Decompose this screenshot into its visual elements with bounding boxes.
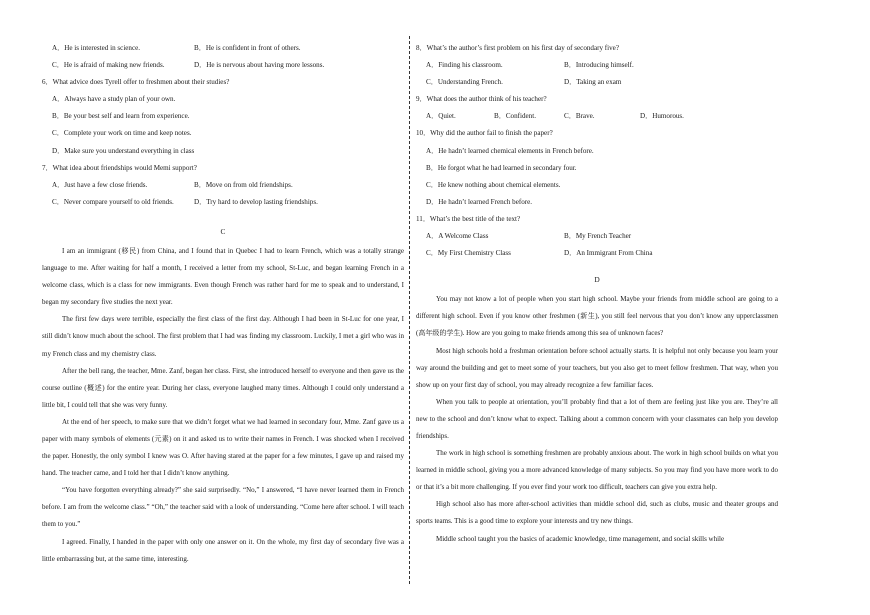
right-column [416, 40, 778, 548]
question-10-option-a: A．He hadn’t learned chemical elements in French before. [426, 146, 594, 155]
question-8-options-row-1 [416, 57, 778, 74]
option-d: D．He is nervous about having more lessons. [194, 61, 325, 70]
question-6-stem: 6．What advice does Tyrell offer to freshmen about their studies? [42, 78, 230, 87]
passage-c-paragraph-1: I am an immigrant (移民) from China, and I found that in Quebec I had to learn French, which was a totally strange language to me. After waiting for half a month, I received a letter from my school, St-Luc, and began learning French in a welcome class, which is a class for new immigrants. Even though French was rather hard for me to speak and to understand, I began my secondary five studies the next year. [42, 246, 404, 307]
option-d: D．An Immigrant From China [564, 249, 653, 258]
passage-c-title: C [220, 226, 226, 236]
question-6-option-b: B．Be your best self and learn from experience. [52, 112, 190, 121]
question-8-stem: 8．What’s the author’s first problem on his first day of secondary five? [416, 44, 619, 52]
passage-d-body [416, 291, 778, 547]
option-a: A．A Welcome Class [426, 232, 489, 241]
question-11-options-row-2 [416, 245, 778, 262]
option-c: C．My First Chemistry Class [426, 249, 511, 258]
passage-d-paragraph-4: The work in high school is something freshmen are probably anxious about. The work in high school builds on what you learned in middle school, giving you a more advanced knowledge of many subjects. So you may find you have more work to do or that it’s a bit more challenging. If you ever find your work too difficult, teachers can give you extra help. [416, 449, 778, 492]
option-a: A．Just have a few close friends. [52, 180, 148, 189]
question-6-option-a: A．Always have a study plan of your own. [52, 95, 176, 104]
passage-c-paragraph-2: The first few days were terrible, especially the first class of the first day. Although I had been in St-Luc for one year, I still didn’t know much about the school. The first problem that I had was finding my classroom. Luckily, I met a girl who was in my French class and my chemistry class. [42, 315, 404, 358]
question-7-options-row-1 [42, 177, 404, 194]
passage-d-title: D [594, 275, 600, 285]
passage-c-paragraph-4: At the end of her speech, to make sure that we didn’t forget what we had learned in secondary four, Mme. Zanf gave us a paper with many symbols of elements (元素) on it and asked us to write their names in French. I was shocked when I received the paper. Honestly, the only symbol I knew was O. After having stared at the paper for a few minutes, I gave up and raised my hand. The teacher came, and I told her that I didn’t know anything. [42, 417, 404, 478]
option-b: B．He is confident in front of others. [194, 44, 301, 52]
option-d: D．Taking an exam [564, 78, 622, 87]
option-a: A．He is interested in science. [52, 44, 141, 52]
left-column [42, 40, 404, 568]
passage-d-paragraph-5: High school also has more after-school activities than middle school did, such as clubs, music and theater groups and sports teams. This is a good time to explore your interests and try new things. [416, 500, 778, 526]
option-d: D．Try hard to develop lasting friendships. [194, 197, 318, 206]
passage-c-body [42, 243, 404, 568]
option-c: C．Brave. [564, 112, 595, 121]
option-c: C．Never compare yourself to old friends. [52, 197, 174, 206]
question-11-options-row-1 [416, 228, 778, 245]
question-10-option-d: D．He hadn’t learned French before. [426, 197, 533, 206]
option-a: A．Quiet. [426, 112, 456, 121]
option-c: C．Understanding French. [426, 78, 503, 87]
question-7-options-row-2 [42, 194, 404, 211]
question-10-option-b: B．He forgot what he had learned in secondary four. [426, 163, 577, 172]
passage-d-paragraph-3: When you talk to people at orientation, you’ll probably find that a lot of them are feeling just like you are. They’re all new to the school and don’t know what to expect. Talking about a common concern with your classmates can help you develop friendships. [416, 397, 778, 440]
question-5-options-row-1 [42, 40, 404, 57]
question-9-options [416, 108, 778, 125]
passage-c-paragraph-6: I agreed. Finally, I handed in the paper with only one answer on it. On the whole, my first day of secondary five was a little embarrassing but, at the same time, interesting. [42, 537, 404, 563]
option-d: D．Humorous. [640, 112, 684, 121]
passage-c-paragraph-5: “You have forgotten everything already?” she said surprisedly. “No,” I answered, “I have never learned them in French before. I am from the welcome class.” “Oh,” the teacher said with a look of understanding. “Come here after school. I will teach them to you.” [42, 486, 404, 529]
question-7-stem: 7．What idea about friendships would Memi support? [42, 163, 197, 172]
option-b: B．Move on from old friendships. [194, 180, 293, 189]
question-8-options-row-2 [416, 74, 778, 91]
question-6-option-d: D．Make sure you understand everything in class [52, 146, 195, 155]
option-c: C．He is afraid of making new friends. [52, 61, 165, 70]
option-b: B．Introducing himself. [564, 61, 634, 70]
passage-d-paragraph-1: You may not know a lot of people when you start high school. Maybe your friends from middle school are going to a different high school. Even if you know other freshmen (新生), you still feel nervous that you don’t know any upperclassmen (高年级的学生). How are you going to make friends among this sea of unknown faces? [416, 295, 778, 338]
question-6-option-c: C．Complete your work on time and keep notes. [52, 129, 192, 138]
question-9-stem: 9．What does the author think of his teacher? [416, 95, 547, 104]
option-b: B．My French Teacher [564, 232, 632, 241]
passage-c-paragraph-3: After the bell rang, the teacher, Mme. Zanf, began her class. First, she introduced herself to everyone and then gave us the course outline (概述) for the entire year. During her class, everyone laughed many times. Although I could only understand a little bit, I could tell that she was very funny. [42, 366, 404, 409]
option-a: A．Finding his classroom. [426, 61, 503, 70]
question-10-stem: 10．Why did the author fail to finish the paper? [416, 129, 553, 138]
question-5-options-row-2 [42, 57, 404, 74]
question-10-option-c: C．He knew nothing about chemical elements. [426, 180, 561, 189]
option-b: B．Confident. [494, 112, 536, 121]
column-divider [409, 36, 410, 584]
question-11-stem: 11．What’s the best title of the text? [416, 214, 521, 223]
passage-d-paragraph-6: Middle school taught you the basics of academic knowledge, time management, and social skills while [436, 534, 725, 543]
passage-d-paragraph-2: Most high schools hold a freshman orientation before school actually starts. It is helpful not only because you learn your way around the building and get to meet some of your teachers, but you also get to meet fellow freshmen. That way, when you show up on your first day of school, you may already recognize a few familiar faces. [416, 346, 778, 389]
